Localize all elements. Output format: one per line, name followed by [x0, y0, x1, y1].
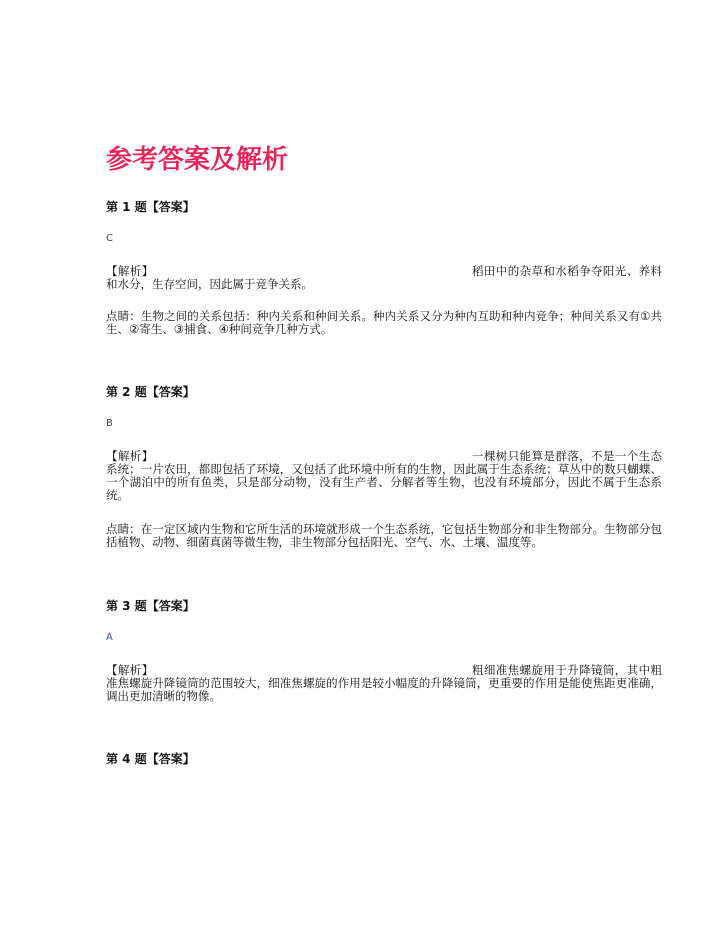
question-2-answer: B — [106, 418, 113, 429]
question-1-analysis-text: 稻田中的杂草和水稻争夺阳光、养料和水分，生存空间，因此属于竞争关系。 — [106, 264, 663, 291]
question-3-analysis — [106, 664, 662, 703]
question-2-note: 点睛：在一定区域内生物和它所生活的环境就形成一个生态系统，它包括生物部分和非生物部分。生物部分包括植物、动物、细菌真菌等微生物，非生物部分包括阳光、空气、水、土壤、温度等。 — [106, 522, 662, 549]
question-3-analysis-text: 粗细准焦螺旋用于升降镜筒，其中粗准焦螺旋升降镜筒的范围较大，细准焦螺旋的作用是较小幅度的升降镜筒，更重要的作用是能使焦距更准确，调出更加清晰的物像。 — [106, 663, 663, 703]
question-3-answer: A — [106, 632, 113, 643]
question-1-analysis-label: 【解析】 — [106, 264, 154, 278]
question-3-heading: 第 3 题【答案】 — [106, 599, 195, 613]
question-1-analysis — [106, 265, 662, 291]
question-2-analysis-text: 一棵树只能算是群落，不是一个生态系统；一片农田，都即包括了环境，又包括了此环境中所有的生物，因此属于生态系统；草丛中的数只蝴蝶、一个湖泊中的所有鱼类，只是部分动物，没有生产者、分解者等生物，也没有环境部分，因此不属于生态系统。 — [106, 449, 663, 502]
question-1-note: 点睛：生物之间的关系包括：种内关系和种间关系。种内关系又分为种内互助和种内竞争；种间关系又有①共生、②寄生、③捕食、④种间竞争几种方式。 — [106, 309, 662, 336]
question-2-analysis — [106, 450, 662, 502]
question-2-analysis-label: 【解析】 — [106, 449, 154, 463]
question-1-heading: 第 1 题【答案】 — [106, 200, 195, 214]
question-2-heading: 第 2 题【答案】 — [106, 385, 195, 399]
question-3-analysis-label: 【解析】 — [106, 663, 154, 677]
question-1-answer: C — [106, 233, 113, 244]
page-title: 参考答案及解析 — [106, 145, 289, 175]
question-4-heading: 第 4 题【答案】 — [106, 752, 195, 766]
